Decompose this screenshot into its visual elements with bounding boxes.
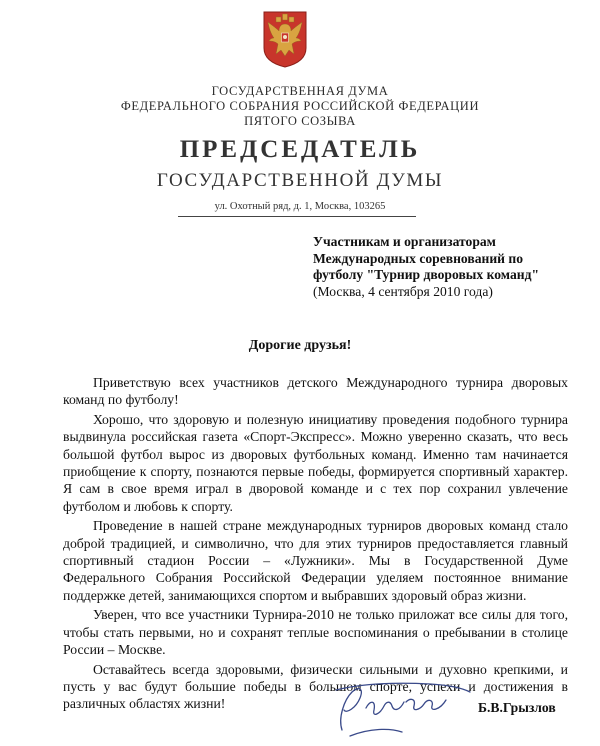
recipient-line-2: Международных соревнований по — [313, 250, 524, 266]
body-paragraph-1: Приветствую всех участников детского Международного турнира дворовых команд по футболу! — [63, 375, 568, 408]
handwritten-signature-icon — [330, 670, 480, 740]
recipient-line-4: (Москва, 4 сентября 2010 года) — [313, 283, 493, 299]
letterhead-address: ул. Охотный ряд, д. 1, Москва, 103265 — [214, 201, 386, 212]
org-name-line-1: ГОСУДАРСТВЕННАЯ ДУМА — [211, 84, 389, 98]
russian-coat-of-arms-icon — [262, 10, 308, 68]
org-name-line-2: ФЕДЕРАЛЬНОГО СОБРАНИЯ РОССИЙСКОЙ ФЕДЕРАЦИИ — [120, 99, 480, 113]
body-paragraph-3: Проведение в нашей стране международных турниров дворовых команд стало доброй традицией, и символично, что для этих турниров предоставляется главный спортивный стадион России – «Лужники». Мы в Государственной Думе Федерального Собрания Российской Федерации уделяем постоянное внимание поддержке детей, занимающихся спортом и выбравших здоровый образ жизни. — [63, 518, 568, 603]
address-divider — [178, 216, 416, 217]
letterhead-subtitle: ГОСУДАРСТВЕННОЙ ДУМЫ — [156, 170, 444, 191]
body-paragraph-5: Оставайтесь всегда здоровыми, физически сильными и духовно крепкими, и пусть у вас будут большие победы в большом спорте, успехи и достижения в различных областях жизни! — [63, 661, 568, 712]
greeting: Дорогие друзья! — [248, 338, 352, 353]
recipient-line-3: футболу "Турнир дворовых команд" — [313, 267, 540, 282]
signer-name: Б.В.Грызлов — [478, 700, 556, 715]
recipient-block — [313, 234, 593, 300]
body-paragraph-4: Уверен, что все участники Турнира-2010 не только приложат все силы для того, чтобы стать первыми, но и сохранят теплые воспоминания о пребывании в столице России – Москве. — [63, 607, 568, 657]
letterhead-title: ПРЕДСЕДАТЕЛЬ — [179, 136, 421, 163]
recipient-line-1: Участникам и организаторам — [313, 234, 496, 249]
org-name-line-3: ПЯТОГО СОЗЫВА — [244, 114, 356, 128]
body-paragraph-2: Хорошо, что здоровую и полезную инициативу проведения подобного турнира выдвинула российская газета «Спорт-Экспресс». Можно уверенно сказать, что весь большой футбол вырос из дворовых футбольных команд. Именно там начинается приобщение к спорту, познаются первые победы, формируется спортивный характер. Я сам в свое время играл в дворовой команде и с тех пор сохранил увлечение футболом и любовь к спорту. — [63, 412, 568, 514]
letter-body — [63, 374, 568, 715]
